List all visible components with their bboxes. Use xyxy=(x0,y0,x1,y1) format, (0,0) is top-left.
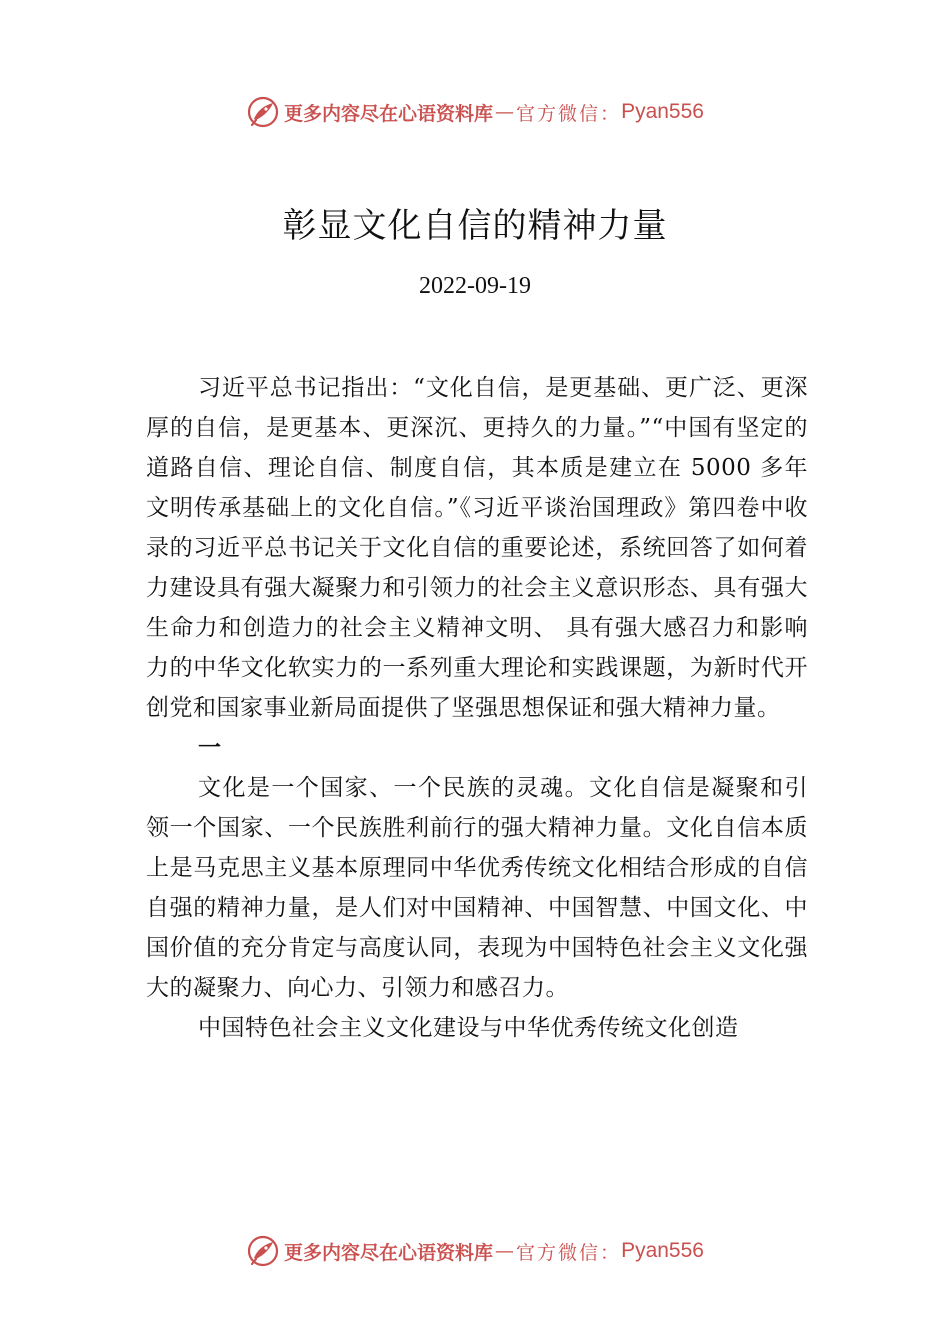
article-date: 2022-09-19 xyxy=(419,273,531,299)
pen-nib-logo-icon xyxy=(246,1234,280,1268)
header-wechat-label: 官方微信： xyxy=(516,102,622,125)
header-brand-text: 更多内容尽在心语资料库 xyxy=(284,102,494,125)
footer-separator: — xyxy=(495,1240,515,1262)
footer-brand-text: 更多内容尽在心语资料库 xyxy=(284,1241,494,1264)
paragraph-3: 中国特色社会主义文化建设与中华优秀传统文化创造 xyxy=(198,1015,739,1041)
footer-wechat-id: Pyan556 xyxy=(621,1239,704,1262)
footer-wechat-label: 官方微信： xyxy=(516,1241,622,1264)
pen-nib-logo-icon xyxy=(246,95,280,129)
article-title: 彰显文化自信的精神力量 xyxy=(282,206,668,246)
header-wechat-id: Pyan556 xyxy=(621,100,704,123)
article-body xyxy=(146,368,808,1048)
paragraph-1: 习近平总书记指出：“文化自信，是更基础、更广泛、更深厚的自信，是更基本、更深沉、更持久的力量。”“中国有坚定的道路自信、理论自信、制度自信，其本质是建立在 5000 多年文明传承基础上的文化自信。”《习近平谈治国理政》第四卷中收录的习近平总书记关于文化自信的重要论述，系统回答了如何着力建设具有强大凝聚力和引领力的社会主义意识形态、具有强大生命力和创造力的社会主义精神文明、 具有强大感召力和影响力的中华文化软实力的一系列重大理论和实践课题，为新时代开创党和国家事业新局面提供了坚强思想保证和强大精神力量。 xyxy=(146,375,808,721)
header-separator: — xyxy=(495,101,515,123)
section-marker: 一 xyxy=(198,734,221,761)
paragraph-2: 文化是一个国家、一个民族的灵魂。文化自信是凝聚和引领一个国家、一个民族胜利前行的强大精神力量。文化自信本质上是马克思主义基本原理同中华优秀传统文化相结合形成的自信自强的精神力量，是人们对中国精神、中国智慧、中国文化、中国价值的充分肯定与高度认同，表现为中国特色社会主义文化强大的凝聚力、向心力、引领力和感召力。 xyxy=(146,775,808,1001)
header-banner xyxy=(0,92,950,132)
footer-banner xyxy=(0,1231,950,1271)
